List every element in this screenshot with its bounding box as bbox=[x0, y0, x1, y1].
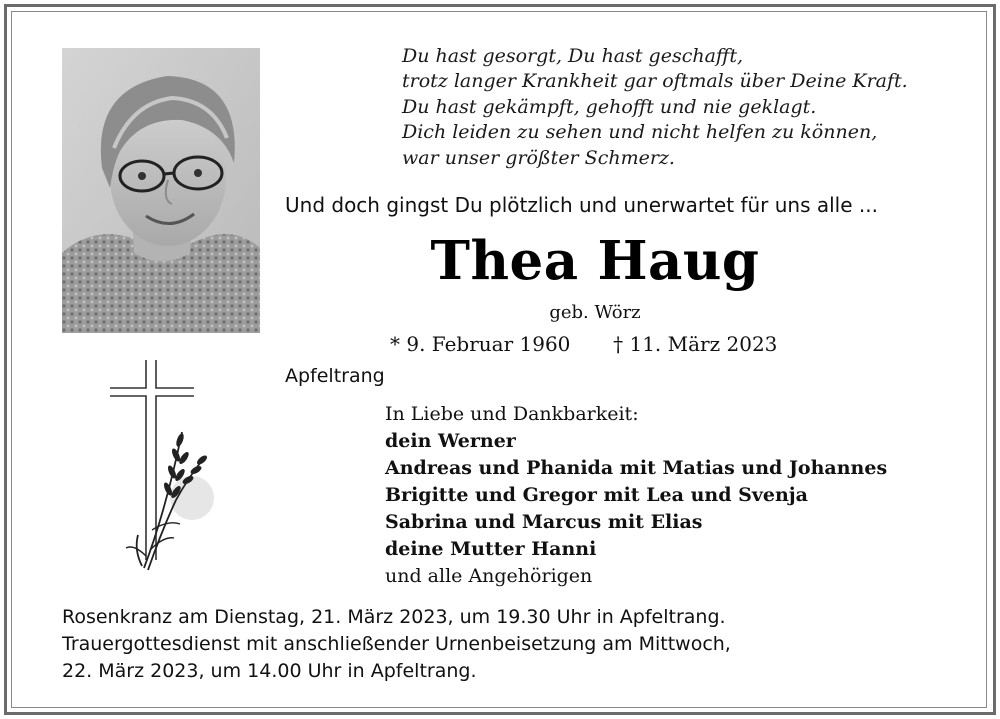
poem-line: war unser größter Schmerz. bbox=[402, 146, 675, 169]
mourner-entry: Sabrina und Marcus mit Elias bbox=[385, 511, 703, 533]
service-line: Rosenkranz am Dienstag, 21. März 2023, um 19.30 Uhr in Apfeltrang. bbox=[62, 606, 726, 628]
service-info bbox=[62, 604, 982, 685]
mourners-closing: und alle Angehörigen bbox=[385, 565, 593, 587]
mourners-heading: In Liebe und Dankbarkeit: bbox=[385, 403, 639, 425]
poem-line: Du hast gekämpft, gehofft und nie geklagt. bbox=[402, 95, 817, 118]
poem-line: Dich leiden zu sehen und nicht helfen zu können, bbox=[402, 121, 878, 144]
poem-line: trotz langer Krankheit gar oftmals über Deine Kraft. bbox=[402, 70, 908, 93]
mourners-list bbox=[385, 401, 985, 590]
death-date: † 11. März 2023 bbox=[613, 332, 778, 356]
service-line: 22. März 2023, um 14.00 Uhr in Apfeltrang. bbox=[62, 660, 477, 682]
deceased-name: Thea Haug bbox=[430, 230, 760, 292]
home-place: Apfeltrang bbox=[285, 365, 385, 387]
poem-line: Du hast gesorgt, Du hast geschafft, bbox=[402, 45, 744, 67]
birth-date: * 9. Februar 1960 bbox=[390, 332, 571, 356]
service-line: Trauergottesdienst mit anschließender Urnenbeisetzung am Mittwoch, bbox=[62, 633, 731, 655]
mourner-entry: Brigitte und Gregor mit Lea und Svenja bbox=[385, 484, 808, 506]
mourner-entry: dein Werner bbox=[385, 430, 516, 452]
poem bbox=[402, 44, 962, 171]
intro-line: Und doch gingst Du plötzlich und unerwartet für uns alle ... bbox=[285, 193, 878, 217]
maiden-name: geb. Wörz bbox=[549, 302, 641, 323]
mourner-entry: deine Mutter Hanni bbox=[385, 538, 597, 560]
cross-with-wheat-icon bbox=[104, 360, 224, 590]
mourner-entry: Andreas und Phanida mit Matias und Johannes bbox=[385, 457, 888, 479]
life-dates bbox=[390, 332, 777, 356]
